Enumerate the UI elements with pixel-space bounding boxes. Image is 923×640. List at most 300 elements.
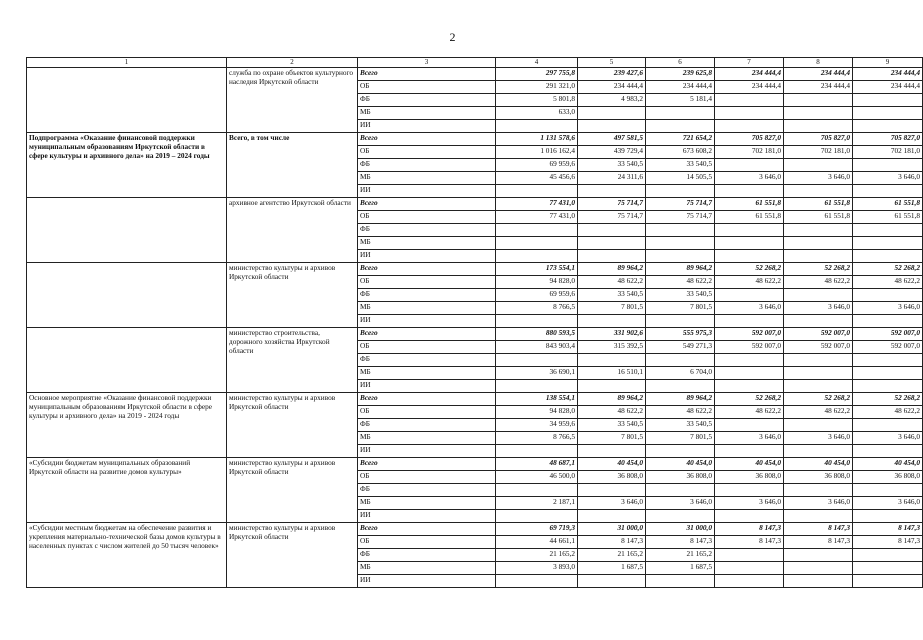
amount-cell: [715, 419, 784, 432]
funding-source: ИИ: [358, 185, 496, 198]
amount-cell: [578, 250, 646, 263]
amount-cell: 843 903,4: [496, 341, 578, 354]
program-name: Основное мероприятие «Оказание финансовой поддержки муниципальным образованиям Иркутской области в сфере культуры и архивного дела» на 2019 - 2024 годы: [27, 393, 227, 458]
funding-source: ФБ: [358, 354, 496, 367]
program-name: [27, 328, 227, 393]
amount-cell: 52 268,2: [784, 263, 853, 276]
amount-cell: 52 268,2: [715, 393, 784, 406]
amount-cell: [578, 237, 646, 250]
executor-name: министерство культуры и архивов Иркутской области: [227, 523, 358, 588]
amount-cell: [784, 185, 853, 198]
program-name: [27, 198, 227, 263]
column-header: 4: [496, 58, 578, 68]
column-header: 1: [27, 58, 227, 68]
amount-cell: 36 808,0: [853, 471, 923, 484]
amount-cell: 61 551,8: [853, 211, 923, 224]
amount-cell: 16 510,1: [578, 367, 646, 380]
amount-cell: 7 801,5: [578, 302, 646, 315]
amount-cell: [578, 354, 646, 367]
amount-cell: 7 801,5: [578, 432, 646, 445]
amount-cell: 702 181,0: [853, 146, 923, 159]
amount-cell: [646, 445, 715, 458]
funding-source: ФБ: [358, 159, 496, 172]
amount-cell: 33 540,5: [646, 159, 715, 172]
amount-cell: [784, 159, 853, 172]
executor-name: министерство культуры и архивов Иркутской области: [227, 393, 358, 458]
amount-cell: 7 801,5: [646, 302, 715, 315]
amount-cell: 3 646,0: [853, 172, 923, 185]
amount-cell: 40 454,0: [853, 458, 923, 471]
amount-cell: 69 959,6: [496, 159, 578, 172]
amount-cell: [784, 380, 853, 393]
funding-source: ФБ: [358, 224, 496, 237]
amount-cell: [853, 185, 923, 198]
funding-source: ОБ: [358, 471, 496, 484]
program-name: [27, 263, 227, 328]
table-row: [27, 393, 923, 406]
amount-cell: [496, 120, 578, 133]
amount-cell: 1 016 162,4: [496, 146, 578, 159]
amount-cell: [578, 224, 646, 237]
amount-cell: [496, 380, 578, 393]
amount-cell: 3 893,0: [496, 562, 578, 575]
amount-cell: 61 551,8: [784, 211, 853, 224]
amount-cell: 555 975,3: [646, 328, 715, 341]
amount-cell: 592 007,0: [784, 341, 853, 354]
executor-name: архивное агентство Иркутской области: [227, 198, 358, 263]
amount-cell: [496, 250, 578, 263]
amount-cell: [715, 445, 784, 458]
amount-cell: [784, 250, 853, 263]
amount-cell: 592 007,0: [715, 341, 784, 354]
funding-source: ИИ: [358, 510, 496, 523]
amount-cell: 7 801,5: [646, 432, 715, 445]
funding-source: ФБ: [358, 94, 496, 107]
amount-cell: 721 654,2: [646, 133, 715, 146]
amount-cell: 21 165,2: [496, 549, 578, 562]
executor-name: министерство культуры и архивов Иркутской области: [227, 263, 358, 328]
column-header: 7: [715, 58, 784, 68]
amount-cell: [646, 484, 715, 497]
amount-cell: 3 646,0: [853, 497, 923, 510]
header-row: [27, 58, 923, 68]
amount-cell: 3 646,0: [715, 302, 784, 315]
amount-cell: 36 808,0: [715, 471, 784, 484]
amount-cell: [715, 94, 784, 107]
amount-cell: 48 622,2: [784, 406, 853, 419]
amount-cell: 497 581,5: [578, 133, 646, 146]
amount-cell: 75 714,7: [646, 198, 715, 211]
amount-cell: [715, 510, 784, 523]
amount-cell: 48 687,1: [496, 458, 578, 471]
amount-cell: 48 622,2: [578, 406, 646, 419]
amount-cell: 61 551,8: [715, 198, 784, 211]
amount-cell: [578, 185, 646, 198]
amount-cell: 3 646,0: [853, 302, 923, 315]
amount-cell: 592 007,0: [853, 341, 923, 354]
table-row: [27, 68, 923, 81]
amount-cell: [853, 445, 923, 458]
amount-cell: 3 646,0: [715, 432, 784, 445]
amount-cell: [784, 419, 853, 432]
amount-cell: 36 808,0: [784, 471, 853, 484]
amount-cell: [784, 107, 853, 120]
amount-cell: [853, 575, 923, 588]
amount-cell: 33 540,5: [646, 289, 715, 302]
amount-cell: 61 551,8: [784, 198, 853, 211]
amount-cell: [853, 549, 923, 562]
amount-cell: 33 540,5: [646, 419, 715, 432]
amount-cell: [715, 562, 784, 575]
funding-source: МБ: [358, 302, 496, 315]
amount-cell: [646, 250, 715, 263]
amount-cell: 36 690,1: [496, 367, 578, 380]
amount-cell: [784, 510, 853, 523]
amount-cell: 46 500,0: [496, 471, 578, 484]
amount-cell: [496, 445, 578, 458]
amount-cell: [646, 224, 715, 237]
amount-cell: 89 964,2: [578, 263, 646, 276]
amount-cell: 34 959,6: [496, 419, 578, 432]
budget-table: [26, 57, 923, 588]
amount-cell: 234 444,4: [578, 81, 646, 94]
amount-cell: 331 902,6: [578, 328, 646, 341]
amount-cell: 48 622,2: [646, 276, 715, 289]
amount-cell: [853, 380, 923, 393]
amount-cell: 880 593,5: [496, 328, 578, 341]
column-header: 9: [853, 58, 923, 68]
funding-source: МБ: [358, 237, 496, 250]
amount-cell: 44 661,1: [496, 536, 578, 549]
amount-cell: 77 431,0: [496, 211, 578, 224]
amount-cell: 3 646,0: [784, 497, 853, 510]
amount-cell: [784, 315, 853, 328]
amount-cell: [784, 549, 853, 562]
funding-source: МБ: [358, 107, 496, 120]
amount-cell: [715, 549, 784, 562]
amount-cell: [496, 185, 578, 198]
amount-cell: [715, 484, 784, 497]
column-header: 2: [227, 58, 358, 68]
amount-cell: [578, 510, 646, 523]
amount-cell: [496, 354, 578, 367]
amount-cell: [853, 120, 923, 133]
amount-cell: [578, 120, 646, 133]
amount-cell: [784, 367, 853, 380]
amount-cell: 48 622,2: [578, 276, 646, 289]
amount-cell: 21 165,2: [646, 549, 715, 562]
amount-cell: 3 646,0: [853, 432, 923, 445]
amount-cell: 94 828,0: [496, 406, 578, 419]
table-row: [27, 198, 923, 211]
funding-source: ФБ: [358, 484, 496, 497]
funding-source: МБ: [358, 432, 496, 445]
amount-cell: 89 964,2: [646, 393, 715, 406]
amount-cell: 52 268,2: [715, 263, 784, 276]
amount-cell: 549 271,3: [646, 341, 715, 354]
amount-cell: [646, 354, 715, 367]
amount-cell: [715, 380, 784, 393]
amount-cell: 45 456,6: [496, 172, 578, 185]
amount-cell: 702 181,0: [715, 146, 784, 159]
amount-cell: 3 646,0: [784, 432, 853, 445]
amount-cell: 3 646,0: [646, 497, 715, 510]
amount-cell: 31 000,0: [578, 523, 646, 536]
funding-source: ОБ: [358, 81, 496, 94]
funding-source: ФБ: [358, 289, 496, 302]
amount-cell: [646, 120, 715, 133]
amount-cell: [853, 107, 923, 120]
amount-cell: 8 147,3: [715, 536, 784, 549]
amount-cell: [646, 107, 715, 120]
amount-cell: [784, 445, 853, 458]
amount-cell: 33 540,5: [578, 419, 646, 432]
amount-cell: [784, 575, 853, 588]
amount-cell: 89 964,2: [646, 263, 715, 276]
funding-source: ИИ: [358, 380, 496, 393]
amount-cell: 8 147,3: [646, 536, 715, 549]
amount-cell: 61 551,8: [715, 211, 784, 224]
program-name: «Субсидии бюджетам муниципальных образований Иркутской области на развитие домов культуры»: [27, 458, 227, 523]
amount-cell: [853, 510, 923, 523]
amount-cell: 24 311,6: [578, 172, 646, 185]
program-name: Подпрограмма «Оказание финансовой поддержки муниципальным образованиям Иркутской области в сфере культуры и архивного дела» на 2019 – 2024 годы: [27, 133, 227, 198]
amount-cell: 315 392,5: [578, 341, 646, 354]
amount-cell: [853, 237, 923, 250]
amount-cell: 291 321,0: [496, 81, 578, 94]
funding-source: Всего: [358, 198, 496, 211]
funding-source: ИИ: [358, 445, 496, 458]
program-name: «Субсидии местным бюджетам на обеспечение развития и укрепления материально-технической базы домов культуры в населенных пунктах с числом жителей до 50 тысяч человек»: [27, 523, 227, 588]
amount-cell: 6 704,0: [646, 367, 715, 380]
amount-cell: [646, 315, 715, 328]
executor-name: служба по охране объектов культурного наследия Иркутской области: [227, 68, 358, 133]
amount-cell: 48 622,2: [715, 406, 784, 419]
funding-source: Всего: [358, 133, 496, 146]
amount-cell: [496, 484, 578, 497]
amount-cell: [646, 510, 715, 523]
amount-cell: [646, 575, 715, 588]
amount-cell: 69 959,6: [496, 289, 578, 302]
amount-cell: [715, 367, 784, 380]
amount-cell: [784, 562, 853, 575]
funding-source: Всего: [358, 393, 496, 406]
funding-source: ФБ: [358, 419, 496, 432]
amount-cell: 8 147,3: [715, 523, 784, 536]
amount-cell: [646, 237, 715, 250]
amount-cell: [578, 445, 646, 458]
amount-cell: [715, 289, 784, 302]
amount-cell: 234 444,4: [853, 81, 923, 94]
amount-cell: 3 646,0: [715, 497, 784, 510]
funding-source: ОБ: [358, 536, 496, 549]
amount-cell: 94 828,0: [496, 276, 578, 289]
funding-source: Всего: [358, 263, 496, 276]
amount-cell: [715, 575, 784, 588]
amount-cell: 8 147,3: [578, 536, 646, 549]
amount-cell: 14 505,5: [646, 172, 715, 185]
column-header: 8: [784, 58, 853, 68]
amount-cell: [715, 354, 784, 367]
amount-cell: [578, 380, 646, 393]
amount-cell: [578, 107, 646, 120]
amount-cell: [853, 224, 923, 237]
funding-source: ОБ: [358, 406, 496, 419]
amount-cell: 77 431,0: [496, 198, 578, 211]
amount-cell: 69 719,3: [496, 523, 578, 536]
amount-cell: 705 827,0: [784, 133, 853, 146]
funding-source: ИИ: [358, 250, 496, 263]
amount-cell: [853, 562, 923, 575]
amount-cell: 8 147,3: [784, 523, 853, 536]
executor-name: министерство строительства, дорожного хозяйства Иркутской области: [227, 328, 358, 393]
amount-cell: [578, 484, 646, 497]
table-row: [27, 458, 923, 471]
amount-cell: 705 827,0: [853, 133, 923, 146]
amount-cell: 1 131 578,6: [496, 133, 578, 146]
amount-cell: 31 000,0: [646, 523, 715, 536]
amount-cell: 36 808,0: [646, 471, 715, 484]
amount-cell: 48 622,2: [646, 406, 715, 419]
amount-cell: 48 622,2: [853, 276, 923, 289]
amount-cell: 234 444,4: [784, 68, 853, 81]
amount-cell: 48 622,2: [715, 276, 784, 289]
amount-cell: 40 454,0: [715, 458, 784, 471]
funding-source: ОБ: [358, 211, 496, 224]
funding-source: ОБ: [358, 341, 496, 354]
funding-source: ИИ: [358, 120, 496, 133]
amount-cell: 234 444,4: [853, 68, 923, 81]
amount-cell: 8 147,3: [853, 536, 923, 549]
amount-cell: 40 454,0: [784, 458, 853, 471]
amount-cell: [853, 484, 923, 497]
amount-cell: [715, 250, 784, 263]
amount-cell: [853, 354, 923, 367]
amount-cell: [496, 237, 578, 250]
amount-cell: [784, 237, 853, 250]
amount-cell: 633,0: [496, 107, 578, 120]
column-header: 3: [358, 58, 496, 68]
amount-cell: [496, 224, 578, 237]
amount-cell: 21 165,2: [578, 549, 646, 562]
amount-cell: 239 625,8: [646, 68, 715, 81]
amount-cell: [496, 315, 578, 328]
table-row: [27, 263, 923, 276]
amount-cell: 52 268,2: [853, 393, 923, 406]
amount-cell: 439 729,4: [578, 146, 646, 159]
amount-cell: 33 540,5: [578, 159, 646, 172]
funding-source: ОБ: [358, 146, 496, 159]
amount-cell: 3 646,0: [578, 497, 646, 510]
amount-cell: [715, 185, 784, 198]
amount-cell: 234 444,4: [646, 81, 715, 94]
amount-cell: 592 007,0: [853, 328, 923, 341]
amount-cell: [853, 289, 923, 302]
amount-cell: 673 608,2: [646, 146, 715, 159]
amount-cell: [715, 237, 784, 250]
amount-cell: 2 187,1: [496, 497, 578, 510]
amount-cell: 234 444,4: [715, 68, 784, 81]
amount-cell: 8 147,3: [784, 536, 853, 549]
amount-cell: [715, 159, 784, 172]
amount-cell: [853, 94, 923, 107]
amount-cell: 52 268,2: [853, 263, 923, 276]
amount-cell: 239 427,6: [578, 68, 646, 81]
amount-cell: [784, 484, 853, 497]
amount-cell: [853, 367, 923, 380]
amount-cell: 138 554,1: [496, 393, 578, 406]
funding-source: МБ: [358, 562, 496, 575]
amount-cell: [784, 289, 853, 302]
amount-cell: 8 766,5: [496, 432, 578, 445]
amount-cell: [853, 315, 923, 328]
amount-cell: [784, 94, 853, 107]
funding-source: ОБ: [358, 276, 496, 289]
funding-source: МБ: [358, 367, 496, 380]
amount-cell: 36 808,0: [578, 471, 646, 484]
amount-cell: 297 755,8: [496, 68, 578, 81]
amount-cell: 592 007,0: [784, 328, 853, 341]
amount-cell: 33 540,5: [578, 289, 646, 302]
amount-cell: 48 622,2: [784, 276, 853, 289]
table-row: [27, 328, 923, 341]
table-row: [27, 523, 923, 536]
funding-source: Всего: [358, 458, 496, 471]
amount-cell: [496, 510, 578, 523]
amount-cell: [853, 419, 923, 432]
amount-cell: [715, 107, 784, 120]
amount-cell: 3 646,0: [715, 172, 784, 185]
amount-cell: [578, 315, 646, 328]
amount-cell: 40 454,0: [578, 458, 646, 471]
funding-source: ИИ: [358, 575, 496, 588]
funding-source: МБ: [358, 172, 496, 185]
amount-cell: 3 646,0: [784, 302, 853, 315]
amount-cell: 75 714,7: [578, 211, 646, 224]
funding-source: МБ: [358, 497, 496, 510]
amount-cell: 3 646,0: [784, 172, 853, 185]
amount-cell: [853, 250, 923, 263]
amount-cell: [715, 224, 784, 237]
amount-cell: 234 444,4: [715, 81, 784, 94]
amount-cell: 8 147,3: [853, 523, 923, 536]
page-number: 2: [449, 30, 456, 44]
amount-cell: 702 181,0: [784, 146, 853, 159]
amount-cell: 75 714,7: [578, 198, 646, 211]
executor-name: Всего, в том числе: [227, 133, 358, 198]
amount-cell: [646, 380, 715, 393]
amount-cell: 4 983,2: [578, 94, 646, 107]
amount-cell: 48 622,2: [853, 406, 923, 419]
amount-cell: 52 268,2: [784, 393, 853, 406]
amount-cell: 592 007,0: [715, 328, 784, 341]
amount-cell: [784, 224, 853, 237]
amount-cell: 40 454,0: [646, 458, 715, 471]
funding-source: Всего: [358, 68, 496, 81]
amount-cell: 75 714,7: [646, 211, 715, 224]
column-header: 6: [646, 58, 715, 68]
amount-cell: 8 766,5: [496, 302, 578, 315]
amount-cell: 1 687,5: [646, 562, 715, 575]
amount-cell: [715, 315, 784, 328]
amount-cell: [578, 575, 646, 588]
amount-cell: 173 554,1: [496, 263, 578, 276]
program-name: [27, 68, 227, 133]
amount-cell: [853, 159, 923, 172]
amount-cell: 705 827,0: [715, 133, 784, 146]
amount-cell: [784, 354, 853, 367]
amount-cell: 61 551,8: [853, 198, 923, 211]
